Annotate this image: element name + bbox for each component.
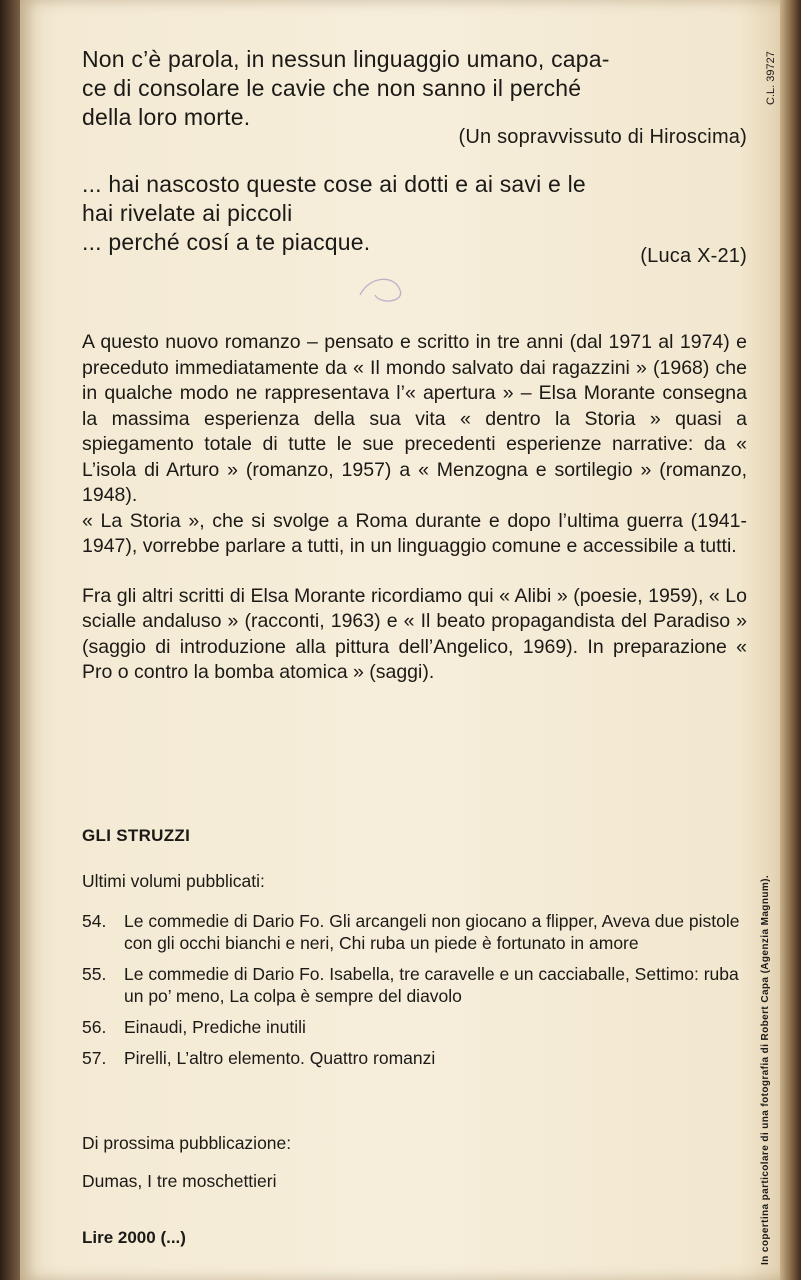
item-number: 57. (82, 1048, 107, 1068)
description-paragraph: « La Storia », che si svolge a Roma durante e dopo l’ultima guerra (1941-1947), vorrebbe parlare a tutti, in un linguaggio comune e accessibile a tutti. (82, 509, 747, 557)
upcoming-title: Dumas, I tre moschettieri (82, 1171, 277, 1191)
volume-list (82, 910, 747, 1078)
pencil-scribble (350, 270, 430, 310)
page-right-edge (780, 0, 801, 1280)
book-spine-edge (0, 0, 20, 1280)
item-text: Le commedie di Dario Fo. Isabella, tre caravelle e un cacciaballe, Settimo: ruba un po’ meno, La colpa è sempre del diavolo (124, 964, 739, 1006)
epigraph-luca (82, 170, 747, 270)
item-number: 54. (82, 911, 107, 931)
item-text: Einaudi, Prediche inutili (124, 1017, 306, 1037)
item-text: Pirelli, L’altro elemento. Quattro romanzi (124, 1048, 436, 1068)
epigraph-line: hai rivelate ai piccoli (82, 200, 293, 226)
cover-photo-credit: In copertina particolare di una fotografia di Robert Capa (Agenzia Magnum). (760, 874, 771, 1265)
list-item (82, 910, 747, 954)
list-item (82, 963, 747, 1007)
back-cover-page (20, 0, 780, 1280)
epigraph-line: ... hai nascosto queste cose ai dotti e ai savi e le (82, 171, 586, 197)
item-number: 55. (82, 964, 107, 984)
epigraph-source: (Un sopravvissuto di Hiroscima) (458, 126, 747, 148)
epigraph-source: (Luca X-21) (640, 245, 747, 267)
description-paragraph: Fra gli altri scritti di Elsa Morante ricordiamo qui « Alibi » (poesie, 1959), « Lo scialle andaluso » (racconti, 1963) e « Il beato propagandista del Paradiso » (saggio di introduzione alla pittura dell’Angelico, 1969). In preparazione « Pro o contro la bomba atomica » (saggi). (82, 584, 747, 683)
epigraph-line: ... perché cosí a te piacque. (82, 229, 371, 255)
item-text: Le commedie di Dario Fo. Gli arcangeli non giocano a flipper, Aveva due pistole con gli occhi bianchi e neri, Chi ruba un piede è fortunato in amore (124, 911, 740, 953)
recent-label: Ultimi volumi pubblicati: (82, 871, 265, 891)
price-label: Lire 2000 (...) (82, 1228, 186, 1247)
book-description (82, 330, 747, 686)
epigraph-line: Non c’è parola, in nessun linguaggio umano, capa- (82, 46, 610, 72)
list-item (82, 1016, 747, 1038)
epigraph-line: della loro morte. (82, 104, 251, 130)
series-title: GLI STRUZZI (82, 826, 191, 845)
description-paragraph: A questo nuovo romanzo – pensato e scritto in tre anni (dal 1971 al 1974) e preceduto immediatamente da « Il mondo salvato dai ragazzini » (1968) che in qualche modo ne rappresentava l’« apertura » – Elsa Morante consegna la massima esperienza della sua vita « dentro la Storia » quasi a spiegamento totale di tutte le sue precedenti esperienze narrative: da « L’isola di Arturo » (romanzo, 1957) a « Menzogna e sortilegio » (romanzo, 1948). (82, 331, 747, 506)
catalog-code: C.L. 39727 (765, 51, 777, 105)
epigraph-hiroshima (82, 45, 747, 155)
list-item (82, 1047, 747, 1069)
item-number: 56. (82, 1017, 107, 1037)
epigraph-line: ce di consolare le cavie che non sanno il perché (82, 75, 582, 101)
upcoming-label: Di prossima pubblicazione: (82, 1133, 292, 1153)
